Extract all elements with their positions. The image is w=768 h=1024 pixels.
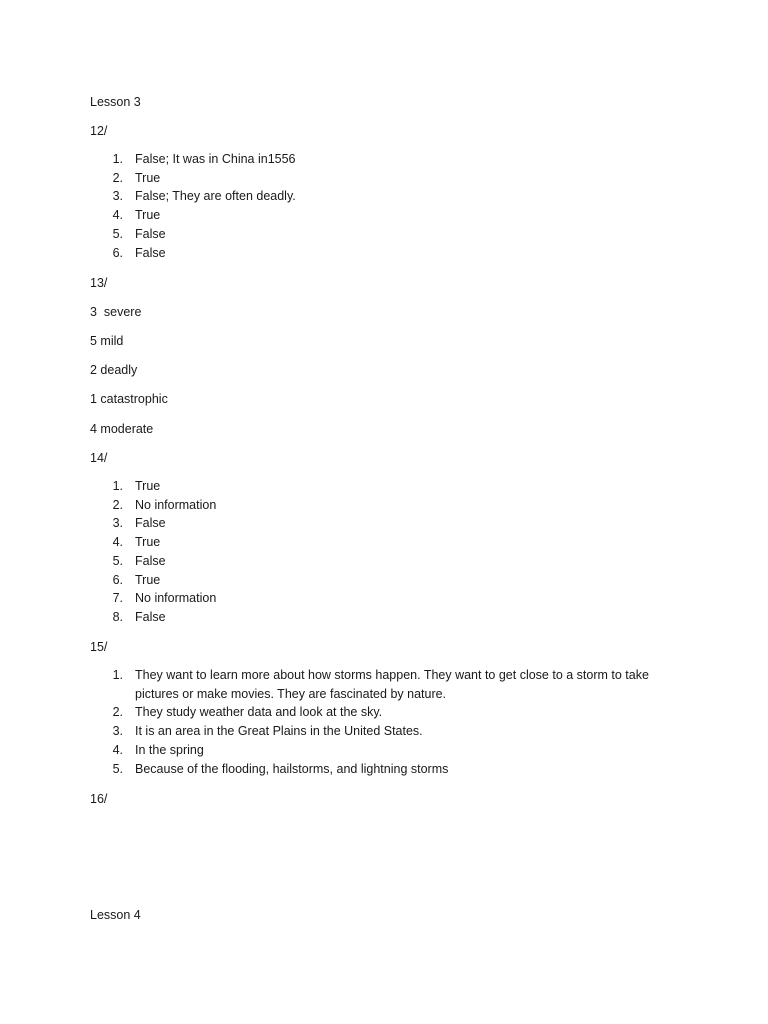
list-item xyxy=(0,741,768,760)
exercise-12-list xyxy=(0,150,768,262)
list-number: 6. xyxy=(112,245,123,260)
list-text: They want to learn more about how storms happen. They want to get close to a storm to take pictures or make movies. They are fascinated by nature. xyxy=(135,668,649,701)
list-number: 3. xyxy=(112,724,123,739)
list-number: 3. xyxy=(112,189,123,204)
list-number: 1. xyxy=(112,479,123,493)
list-text: False xyxy=(135,609,166,624)
lesson-4-heading: Lesson 4 xyxy=(90,908,141,922)
list-number: 2. xyxy=(112,497,123,512)
list-text: True xyxy=(135,535,161,550)
exercise-15-list xyxy=(0,666,768,778)
list-item xyxy=(0,608,768,627)
list-item xyxy=(0,571,768,590)
exercise-12-heading: 12/ xyxy=(90,124,108,138)
list-text: False xyxy=(135,245,166,260)
list-text: True xyxy=(135,572,161,587)
list-number: 7. xyxy=(112,591,123,606)
exercise-13-line: 3 severe xyxy=(90,305,142,319)
list-item xyxy=(0,514,768,533)
list-item xyxy=(0,533,768,552)
list-item xyxy=(0,703,768,722)
list-number: 5. xyxy=(112,226,123,241)
exercise-13-line: 2 deadly xyxy=(90,363,138,377)
list-item xyxy=(0,589,768,608)
list-text: They study weather data and look at the sky. xyxy=(135,705,383,720)
list-text: False xyxy=(135,516,166,531)
list-text: It is an area in the Great Plains in the United States. xyxy=(135,724,423,739)
list-number: 2. xyxy=(112,170,123,185)
list-number: 4. xyxy=(112,535,123,550)
list-item xyxy=(0,477,768,496)
exercise-13-heading: 13/ xyxy=(90,276,108,290)
list-number: 4. xyxy=(112,208,123,223)
list-number: 5. xyxy=(112,553,123,568)
exercise-15-heading: 15/ xyxy=(90,640,108,654)
list-item xyxy=(0,244,768,263)
list-item xyxy=(0,206,768,225)
list-text: False xyxy=(135,553,166,568)
list-number: 3. xyxy=(112,516,123,531)
list-item xyxy=(0,722,768,741)
list-text: True xyxy=(135,208,161,223)
lesson-3-heading: Lesson 3 xyxy=(90,95,141,109)
exercise-16-heading: 16/ xyxy=(90,792,108,806)
list-number: 8. xyxy=(112,609,123,624)
list-item xyxy=(0,225,768,244)
list-number: 4. xyxy=(112,742,123,757)
list-item xyxy=(0,150,768,169)
list-item xyxy=(0,496,768,515)
list-item xyxy=(0,169,768,188)
list-text: Because of the flooding, hailstorms, and lightning storms xyxy=(135,761,449,776)
list-text: True xyxy=(135,170,161,185)
list-text: In the spring xyxy=(135,742,204,757)
list-text: False xyxy=(135,226,166,241)
list-item xyxy=(0,552,768,571)
list-number: 2. xyxy=(112,705,123,720)
list-number: 6. xyxy=(112,572,123,587)
list-item xyxy=(0,187,768,206)
list-item xyxy=(0,666,768,703)
list-number: 1. xyxy=(112,152,123,166)
exercise-13-line: 4 moderate xyxy=(90,422,154,436)
list-text: No information xyxy=(135,591,217,606)
list-text: False; It was in China in1556 xyxy=(135,152,296,166)
exercise-14-heading: 14/ xyxy=(90,451,108,465)
list-text: No information xyxy=(135,497,217,512)
list-number: 5. xyxy=(112,761,123,776)
list-item xyxy=(0,760,768,779)
list-text: True xyxy=(135,479,161,493)
list-text: False; They are often deadly. xyxy=(135,189,296,204)
exercise-13-line: 1 catastrophic xyxy=(90,392,168,406)
exercise-14-list xyxy=(0,477,768,627)
exercise-13-line: 5 mild xyxy=(90,334,124,348)
list-number: 1. xyxy=(112,668,123,682)
